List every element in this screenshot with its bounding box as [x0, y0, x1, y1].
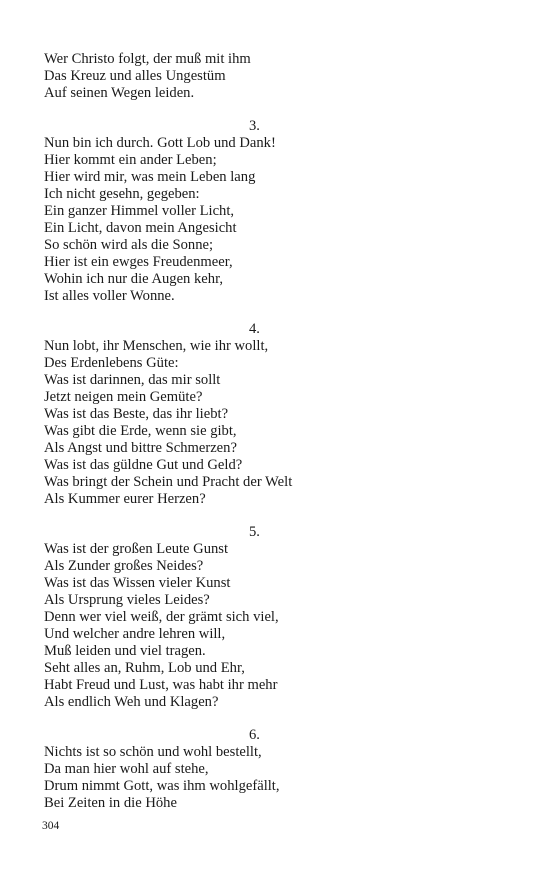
verse-line: Muß leiden und viel tragen.	[44, 643, 206, 659]
verse-line: Ich nicht gesehn, gegeben:	[44, 186, 200, 202]
verse-line: Was ist das Wissen vieler Kunst	[44, 575, 231, 591]
verse-line: Als Kummer eurer Herzen?	[44, 491, 206, 507]
verse-line: Nun bin ich durch. Gott Lob und Dank!	[44, 135, 276, 151]
verse-line: Was gibt die Erde, wenn sie gibt,	[44, 423, 237, 439]
verse-line: Seht alles an, Ruhm, Lob und Ehr,	[44, 660, 245, 676]
page-number: 304	[42, 820, 60, 832]
verse-line: Was ist der großen Leute Gunst	[44, 541, 229, 557]
stanza-number: 5.	[249, 524, 260, 540]
verse-line: Das Kreuz und alles Ungestüm	[44, 68, 226, 84]
verse-line: Des Erdenlebens Güte:	[44, 355, 179, 371]
verse-line: Jetzt neigen mein Gemüte?	[44, 389, 203, 405]
verse-line: Nichts ist so schön und wohl bestellt,	[44, 744, 262, 760]
verse-line: Als Zunder großes Neides?	[44, 558, 204, 574]
verse-line: Hier kommt ein ander Leben;	[44, 152, 217, 168]
verse-line: Wohin ich nur die Augen kehr,	[44, 271, 224, 287]
verse-line: Und welcher andre lehren will,	[44, 626, 226, 642]
stanza-number: 6.	[249, 727, 260, 743]
verse-line: Da man hier wohl auf stehe,	[44, 761, 209, 777]
verse-line: Was ist darinnen, das mir sollt	[44, 372, 221, 388]
verse-line: Hier wird mir, was mein Leben lang	[44, 169, 256, 185]
verse-line: Als Angst und bittre Schmerzen?	[44, 440, 237, 456]
verse-line: So schön wird als die Sonne;	[44, 237, 214, 253]
verse-line: Ist alles voller Wonne.	[44, 288, 175, 304]
verse-line: Nun lobt, ihr Menschen, wie ihr wollt,	[44, 338, 269, 354]
verse-line: Denn wer viel weiß, der grämt sich viel,	[44, 609, 279, 625]
verse-line: Auf seinen Wegen leiden.	[44, 85, 195, 101]
verse-line: Was bringt der Schein und Pracht der Welt	[44, 474, 293, 490]
verse-line: Bei Zeiten in die Höhe	[44, 795, 177, 811]
stanza-number: 4.	[249, 321, 260, 337]
verse-line: Ein ganzer Himmel voller Licht,	[44, 203, 235, 219]
verse-line: Als endlich Weh und Klagen?	[44, 694, 219, 710]
verse-line: Wer Christo folgt, der muß mit ihm	[44, 51, 251, 67]
verse-line: Was ist das Beste, das ihr liebt?	[44, 406, 229, 422]
verse-line: Habt Freud und Lust, was habt ihr mehr	[44, 677, 278, 693]
verse-line: Hier ist ein ewges Freudenmeer,	[44, 254, 233, 270]
stanza-number: 3.	[249, 118, 260, 134]
verse-line: Was ist das güldne Gut und Geld?	[44, 457, 243, 473]
verse-line: Ein Licht, davon mein Angesicht	[44, 220, 237, 236]
verse-line: Drum nimmt Gott, was ihm wohlgefällt,	[44, 778, 280, 794]
verse-line: Als Ursprung vieles Leides?	[44, 592, 210, 608]
